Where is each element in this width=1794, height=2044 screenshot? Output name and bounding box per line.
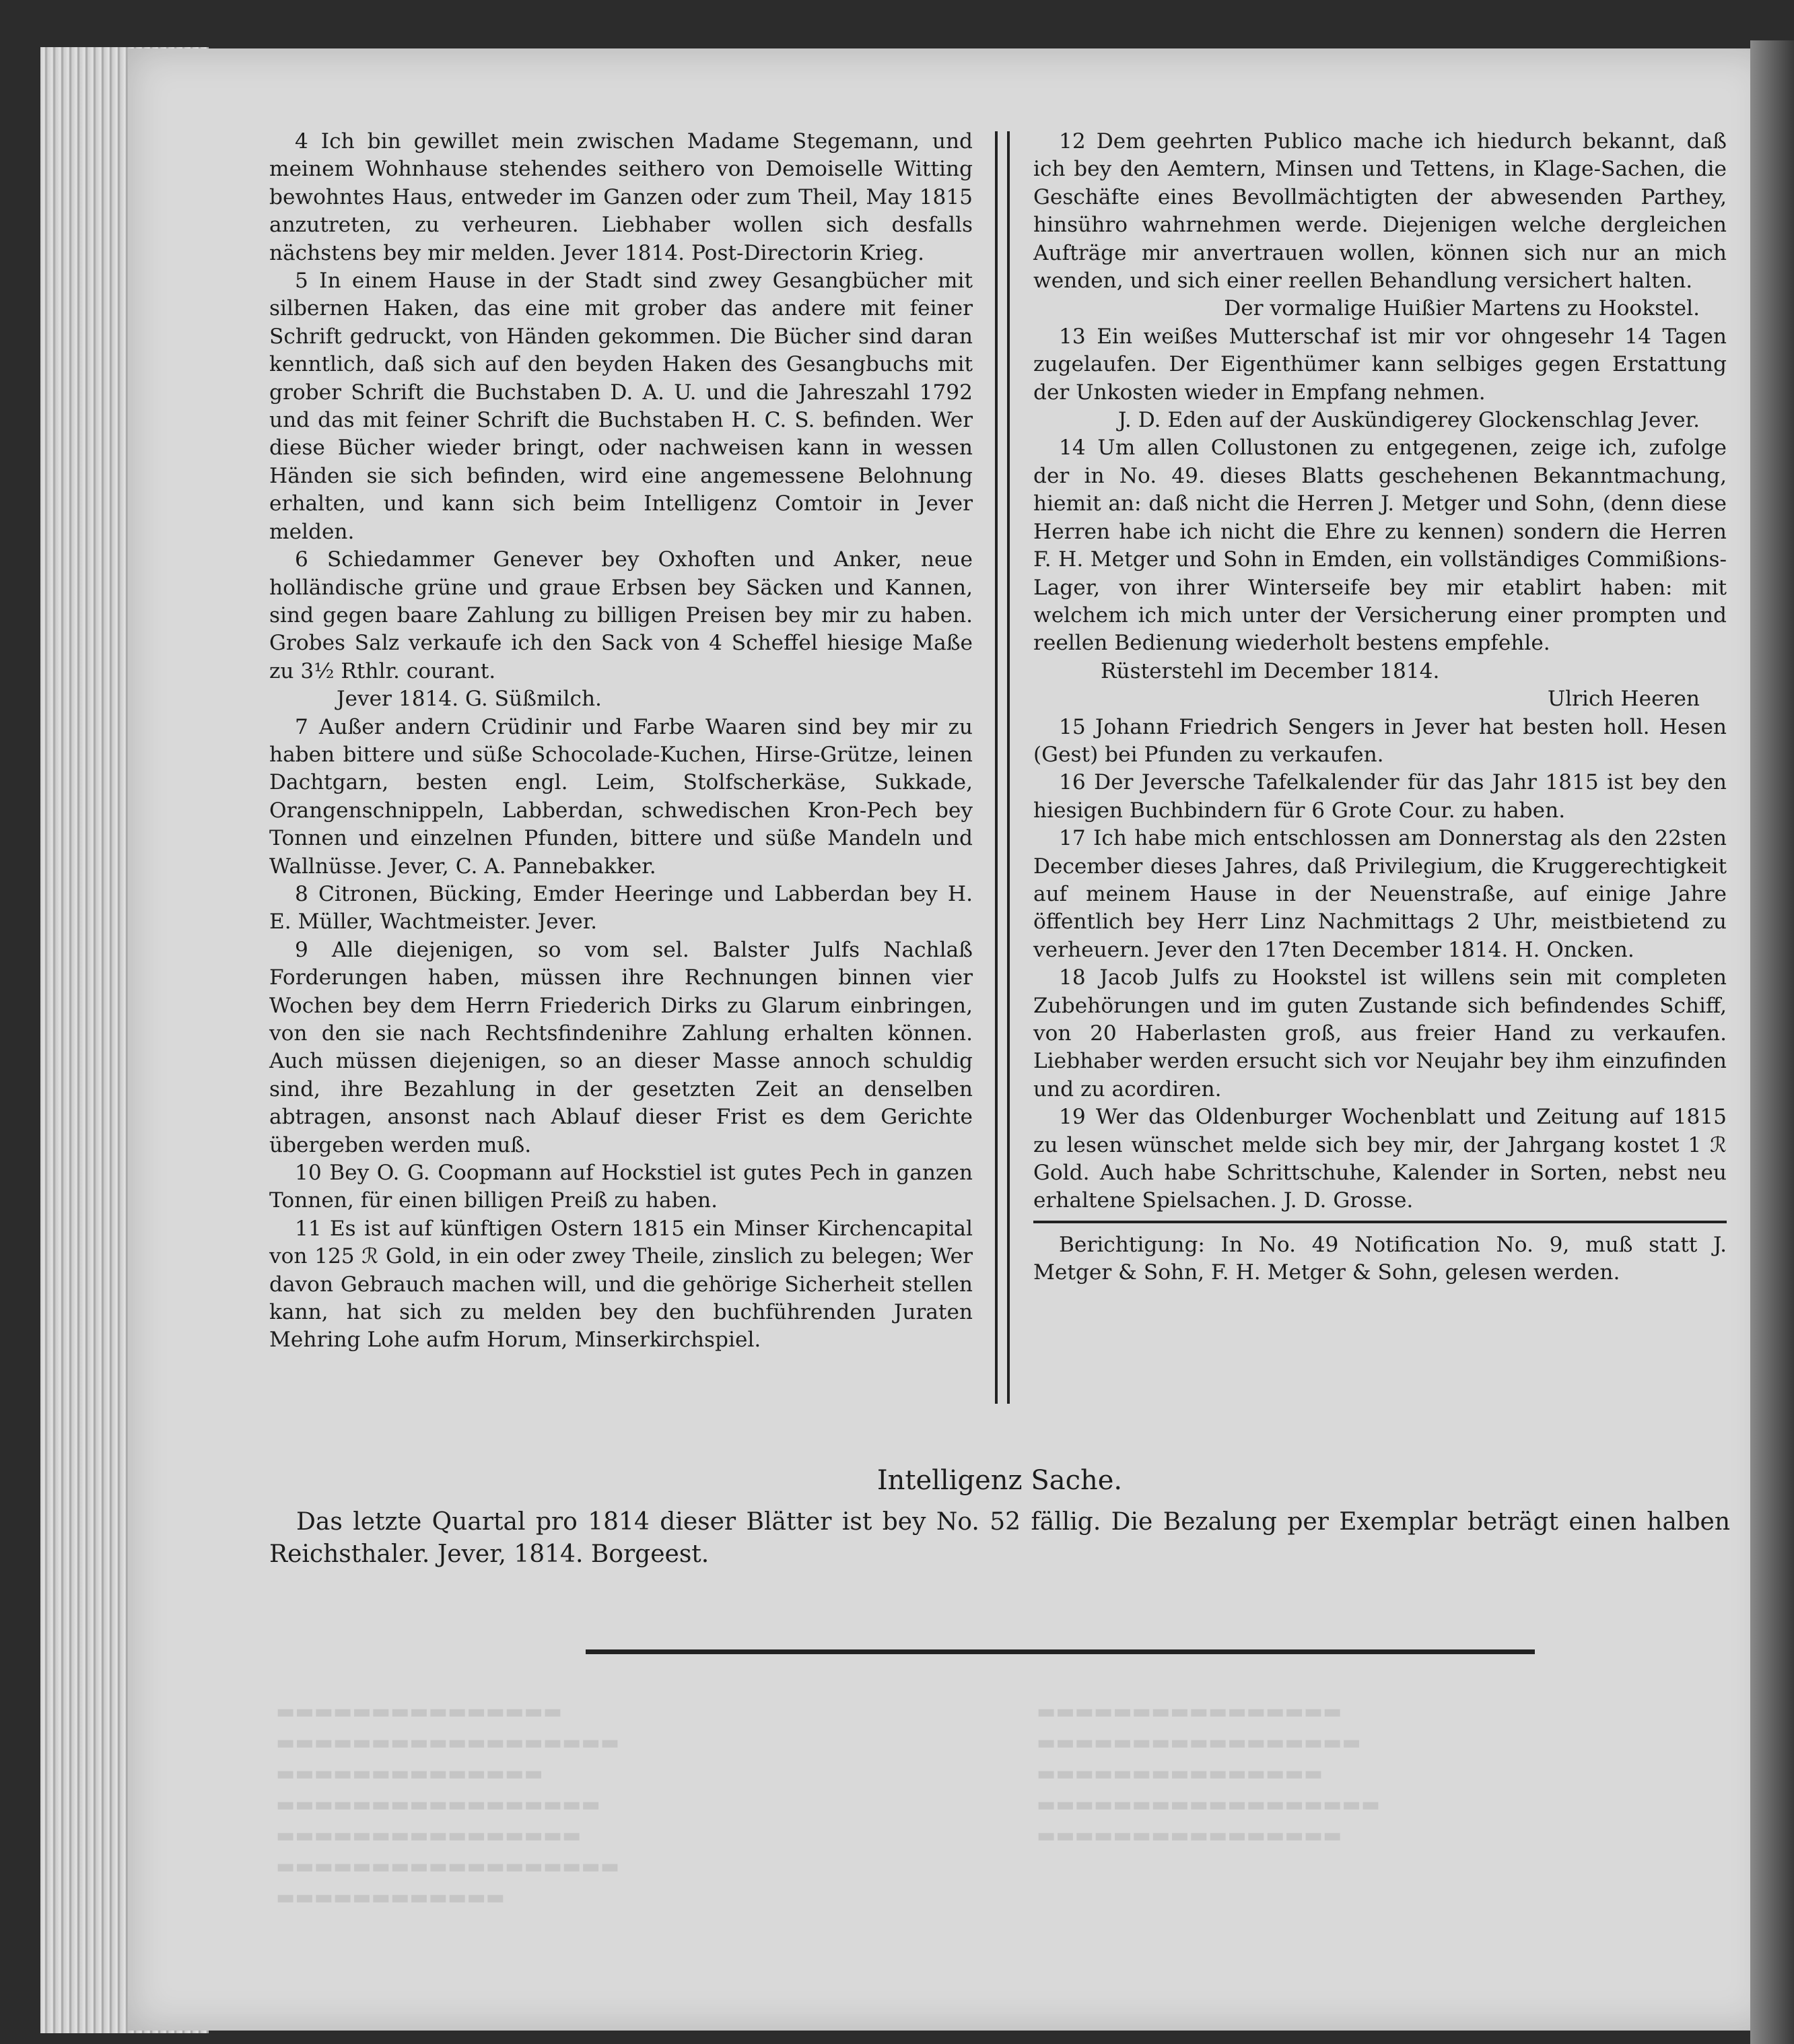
notice-17: 17 Ich habe mich entschlossen am Donnerstag als den 22sten December dieses Jahres, daß Privilegium, die Kruggerechtigkeit auf meinem Hause in der Neuenstraße, auf einige Jahre öffentlich bey Herr Linz Nachmittags 2 Uhr, meistbietend zu verheuern. Jever den 17ten December 1814. H. Oncken. bbox=[1033, 826, 1727, 962]
notice-6: 6 Schiedammer Genever bey Oxhoften und Anker, neue holländische grüne und graue Erbsen bey Säcken und Kannen, sind gegen baare Zahlung zu billigen Preisen bey mir zu haben. Grobes Salz verkaufe ich den Sack von 4 Scheffel hiesige Maße zu 3½ Rthlr. courant. bbox=[269, 547, 973, 683]
notice-4: 4 Ich bin gewillet mein zwischen Madame Stegemann, und meinem Wohnhause stehendes seithero von Demoiselle Witting bewohntes Haus, entweder im Ganzen oder zum Theil, May 1815 anzutreten, zu verheuren. Liebhaber wollen sich desfalls nächstens bey mir melden. Jever 1814. Post-Directorin Krieg. bbox=[269, 129, 973, 265]
notice-15: 15 Johann Friedrich Sengers in Jever hat besten holl. Hesen (Gest) bei Pfunden zu verkaufen. bbox=[1033, 714, 1727, 767]
notice-16: 16 Der Jeversche Tafelkalender für das Jahr 1815 ist bey den hiesigen Buchbindern für 6 Grote Cour. zu haben. bbox=[1033, 770, 1727, 823]
right-page-fold bbox=[1750, 40, 1794, 2044]
intelligence-heading: Intelligenz Sache. bbox=[876, 1465, 1123, 1496]
notice-13: 13 Ein weißes Mutterschaf ist mir vor ohngesehr 14 Tagen zugelaufen. Der Eigenthümer kann selbiges gegen Erstattung der Unkosten wieder in Empfang nehmen. bbox=[1033, 324, 1727, 405]
closing-rule bbox=[586, 1649, 1535, 1654]
correction-notice: Berichtigung: In No. 49 Notification No. 9, muß statt J. Metger & Sohn, F. H. Metger & Sohn, gelesen werden. bbox=[1033, 1232, 1727, 1285]
right-column bbox=[1033, 128, 1727, 1287]
notice-12-signature: Der vormalige Huißier Martens zu Hookstel. bbox=[1224, 296, 1700, 321]
intelligence-text: Das letzte Quartal pro 1814 dieser Blätter ist bey No. 52 fällig. Die Bezalung per Exemplar beträgt einen halben Reichsthaler. Jever, 1814. Borgeest. bbox=[269, 1508, 1730, 1568]
notice-12: 12 Dem geehrten Publico mache ich hiedurch bekannt, daß ich bey den Aemtern, Minsen und Tettens, in Klage-Sachen, die Geschäfte eines Bevollmächtigten der abwesenden Parthey, hinsühro wahrnehmen werde. Diejenigen welche dergleichen Aufträge mir anvertrauen wollen, können sich nur an mich wenden, und sich einer reellen Behandlung versichert halten. bbox=[1033, 129, 1727, 294]
notice-14: 14 Um allen Collustonen zu entgegenen, zeige ich, zufolge der in No. 49. dieses Blatts geschehenen Bekanntmachung, hiemit an: daß nicht die Herren J. Metger und Sohn, (denn diese Herren habe ich nicht die Ehre zu kennen) sondern die Herren F. H. Metger und Sohn in Emden, ein vollständiges Commißions-Lager, von ihrer Winterseife bey mir etablirt haben: mit welchem ich mich unter der Versicherung einer prompten und reellen Bedienung wiederholt bestens empfehle. bbox=[1033, 436, 1727, 656]
bleed-through-lower-left: ▬▬▬▬▬▬▬▬▬▬▬▬▬▬▬ ▬▬▬▬▬▬▬▬▬▬▬▬▬▬▬▬▬▬ ▬▬▬▬▬▬▬▬▬▬▬▬▬▬ ▬▬▬▬▬▬▬▬▬▬▬▬▬▬▬▬▬ ▬▬▬▬▬▬▬▬▬▬▬▬▬▬▬▬ ▬▬▬▬▬▬▬▬▬▬▬▬▬▬▬▬▬▬ ▬▬▬▬▬▬▬▬▬▬▬▬ bbox=[276, 1700, 620, 1909]
notice-19: 19 Wer das Oldenburger Wochenblatt und Zeitung auf 1815 zu lesen wünschet melde sich bey mir, der Jahrgang kostet 1 ℛ Gold. Auch habe Schrittschuhe, Kalender in Sorten, nebst neu erhaltene Spielsachen. J. D. Grosse. bbox=[1033, 1105, 1727, 1213]
notice-13-signature: J. D. Eden auf der Auskündigerey Glockenschlag Jever. bbox=[1117, 408, 1700, 433]
notice-14-place: Rüsterstehl im December 1814. bbox=[1101, 658, 1440, 683]
notice-8: 8 Citronen, Bücking, Emder Heeringe und Labberdan bey H. E. Müller, Wachtmeister. Jever. bbox=[269, 881, 973, 934]
correction-rule bbox=[1033, 1221, 1727, 1223]
bleed-through-lower-right: ▬▬▬▬▬▬▬▬▬▬▬▬▬▬▬▬ ▬▬▬▬▬▬▬▬▬▬▬▬▬▬▬▬▬ ▬▬▬▬▬▬▬▬▬▬▬▬▬▬▬ ▬▬▬▬▬▬▬▬▬▬▬▬▬▬▬▬▬▬ ▬▬▬▬▬▬▬▬▬▬▬▬▬▬▬▬ bbox=[1037, 1700, 1381, 1847]
column-divider bbox=[995, 131, 1010, 1404]
intelligence-notice bbox=[269, 1464, 1730, 1571]
left-column bbox=[269, 128, 973, 1355]
notice-7: 7 Außer andern Crüdinir und Farbe Waaren sind bey mir zu haben bittere und süße Schocolade-Kuchen, Hirse-Grütze, leinen Dachtgarn, besten engl. Leim, Stolfscherkäse, Sukkade, Orangenschnippeln, Labberdan, schwedischen Kron-Pech bey Tonnen und einzelnen Pfunden, bittere und süße Mandeln und Wallnüsse. Jever, C. A. Pannebakker. bbox=[269, 714, 973, 879]
notice-9: 9 Alle diejenigen, so vom sel. Balster Julfs Nachlaß Forderungen haben, müssen ihre Rechnungen binnen vier Wochen bey dem Herrn Friederich Dirks zu Glarum einbringen, von den sie nach Rechtsfindenihre Zahlung erhalten können. Auch müssen diejenigen, so an dieser Masse annoch schuldig sind, ihre Bezahlung in der gesetzten Zeit an denselben abtragen, ansonst nach Ablauf dieser Frist es dem Gerichte übergeben werden muß. bbox=[269, 937, 973, 1157]
notice-5: 5 In einem Hause in der Stadt sind zwey Gesangbücher mit silbernen Haken, das eine mit grober das andere mit feiner Schrift gedruckt, von Händen gekommen. Die Bücher sind daran kenntlich, daß sich auf den beyden Haken des Gesangbuchs mit grober Schrift die Buchstaben D. A. U. und die Jahreszahl 1792 und das mit feiner Schrift die Buchstaben H. C. S. befinden. Wer diese Bücher wieder bringt, oder nachweisen kann in wessen Händen sie sich befinden, wird eine angemessene Belohnung erhalten, und kann sich beim Intelligenz Comtoir in Jever melden. bbox=[269, 269, 973, 544]
notice-10: 10 Bey O. G. Coopmann auf Hockstiel ist gutes Pech in ganzen Tonnen, für einen billigen Preiß zu haben. bbox=[269, 1161, 973, 1213]
notice-14-signature: Ulrich Heeren bbox=[1547, 687, 1700, 712]
notice-6-signature: Jever 1814. G. Süßmilch. bbox=[337, 687, 602, 712]
notice-18: 18 Jacob Julfs zu Hookstel ist willens sein mit completen Zubehörungen und im guten Zustande sich befindendes Schiff, von 20 Haberlasten groß, aus freier Hand zu verkaufen. Liebhaber werden ersucht sich vor Neujahr bey ihm einzufinden und zu acordiren. bbox=[1033, 965, 1727, 1101]
notice-11: 11 Es ist auf künftigen Ostern 1815 ein Minser Kirchencapital von 125 ℛ Gold, in ein oder zwey Theile, zinslich zu belegen; Wer davon Gebrauch machen will, und die gehörige Sicherheit stellen kann, hat sich zu melden bey den buchführenden Juraten Mehring Lohe aufm Horum, Minserkirchspiel. bbox=[269, 1216, 973, 1353]
